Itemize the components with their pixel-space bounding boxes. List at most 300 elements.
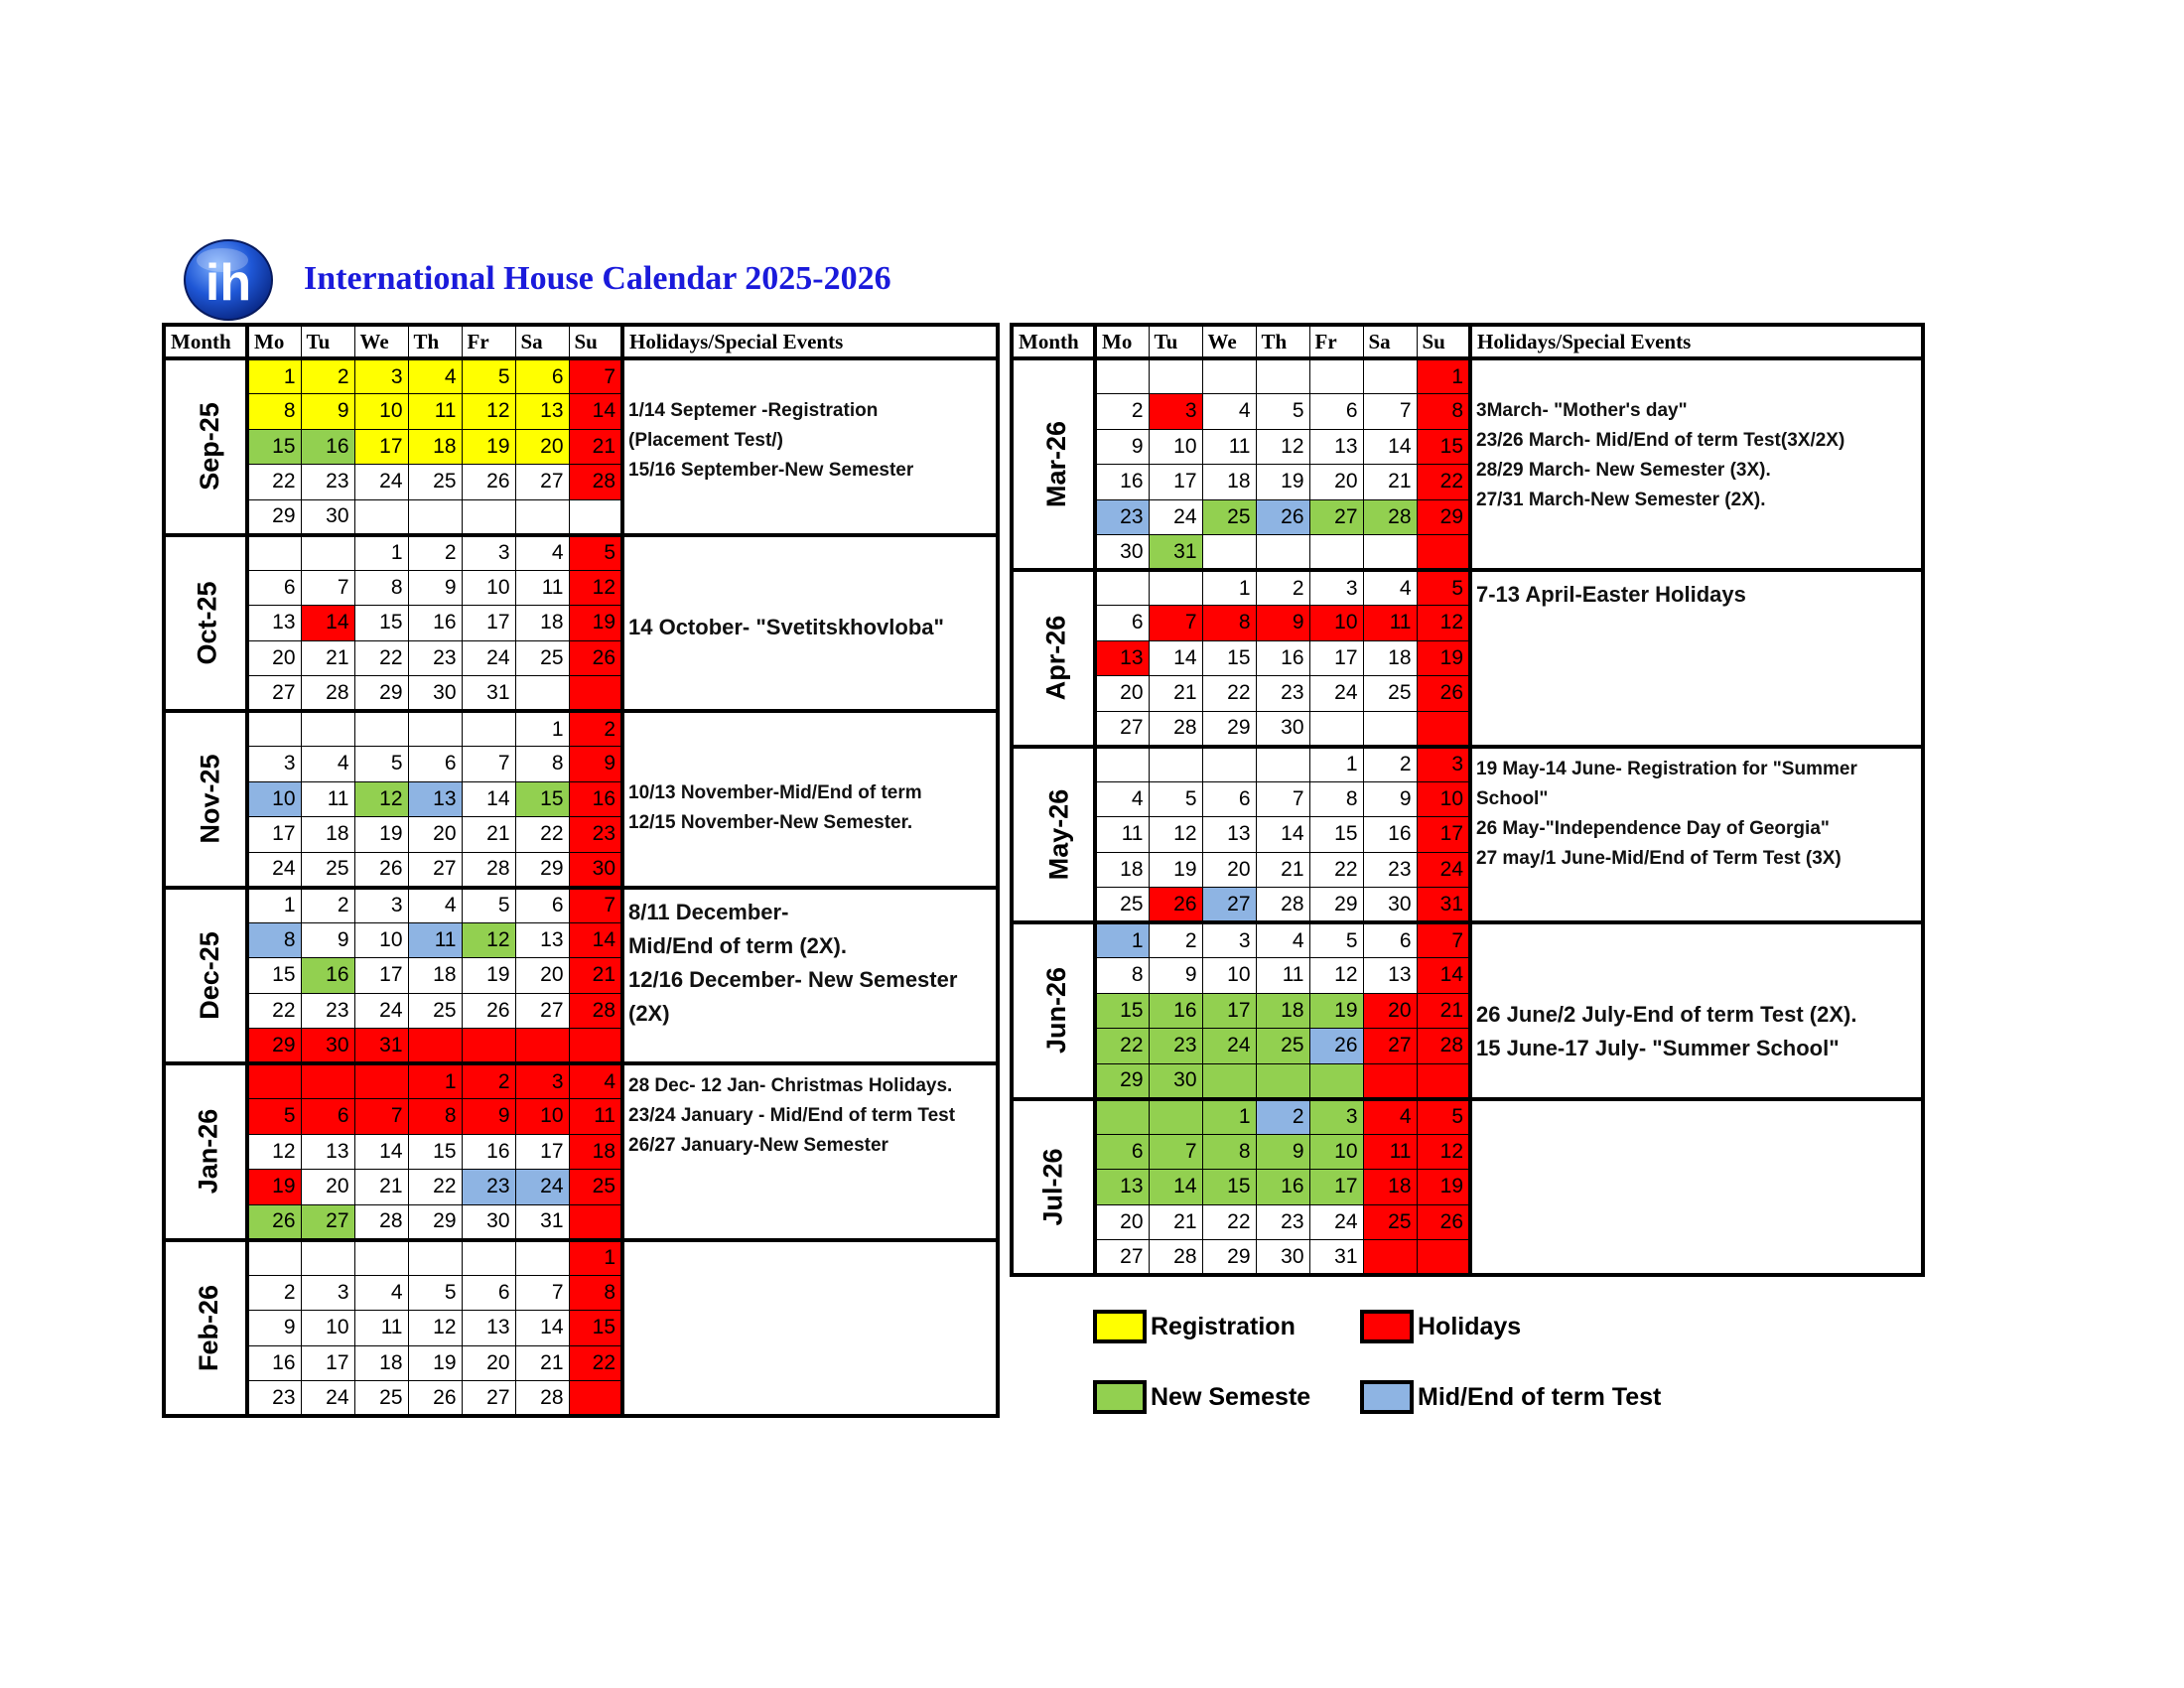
day-cell-th: 9 [1256,1134,1309,1170]
day-cell-su: 21 [569,958,622,994]
day-cell-mo: 15 [247,958,301,994]
month-name: Jul-26 [1037,1148,1068,1226]
event-line [628,719,992,749]
day-cell-tu: 24 [1149,499,1202,535]
day-cell-fr: 12 [462,922,515,958]
week-row [164,1063,998,1099]
svg-text:ih: ih [205,254,252,312]
day-cell-su: 23 [569,817,622,853]
column-header: Holidays/Special Events [622,325,998,358]
column-header: Holidays/Special Events [1470,325,1923,358]
day-cell-sa: 7 [1363,394,1417,430]
day-cell-we: 29 [1202,1240,1256,1276]
day-cell-fr [462,1029,515,1064]
column-header: We [354,325,408,358]
column-header: Sa [515,325,569,358]
day-cell-th: 6 [408,747,462,782]
day-cell-tu: 10 [1149,429,1202,465]
day-cell-fr: 22 [1309,852,1363,888]
day-cell-fr: 31 [1309,1240,1363,1276]
day-cell-sa [1363,358,1417,394]
day-cell-mo: 20 [247,640,301,676]
day-cell-tu: 23 [301,465,354,500]
day-cell-tu: 7 [301,570,354,606]
day-cell-fr: 19 [462,958,515,994]
day-cell-th: 16 [1256,1170,1309,1205]
day-cell-sa: 20 [1363,993,1417,1029]
day-cell-su: 1 [569,1240,622,1276]
day-cell-tu: 10 [301,1311,354,1346]
day-cell-fr: 26 [462,465,515,500]
event-line: 15/16 September-New Semester [628,460,914,481]
day-cell-tu: 23 [301,993,354,1029]
column-header: Su [1417,325,1470,358]
day-cell-tu: 28 [301,676,354,712]
day-cell-sa: 25 [1363,1204,1417,1240]
day-cell-mo: 30 [1095,535,1149,571]
day-cell-sa: 18 [1363,640,1417,676]
day-cell-th: 8 [408,1099,462,1135]
day-cell-su: 5 [1417,1099,1470,1135]
day-cell-th [1256,1063,1309,1099]
day-cell-mo: 27 [247,676,301,712]
day-cell-th: 19 [1256,465,1309,500]
day-cell-mo: 13 [1095,1170,1149,1205]
day-cell-th: 4 [408,358,462,394]
day-cell-th: 18 [408,958,462,994]
day-cell-mo: 2 [1095,394,1149,430]
day-cell-mo: 19 [247,1170,301,1205]
day-cell-we: 11 [354,1311,408,1346]
day-cell-sa [515,1240,569,1276]
day-cell-mo: 8 [247,394,301,430]
day-cell-fr: 20 [462,1345,515,1381]
day-cell-tu: 30 [301,499,354,535]
legend-new-semester [1093,1380,1310,1414]
day-cell-tu: 2 [1149,922,1202,958]
event-line [628,543,992,577]
column-header: Th [1256,325,1309,358]
day-cell-sa: 14 [1363,429,1417,465]
day-cell-mo: 25 [1095,888,1149,923]
day-cell-sa: 21 [1363,465,1417,500]
day-cell-sa: 6 [515,888,569,923]
day-cell-we [1202,747,1256,782]
day-cell-tu: 28 [1149,1240,1202,1276]
events-cell [622,1063,998,1240]
day-cell-we: 10 [354,922,408,958]
day-cell-mo: 1 [247,358,301,394]
day-cell-su: 12 [569,570,622,606]
day-cell-we: 10 [1202,958,1256,994]
month-label [164,1240,247,1417]
day-cell-sa: 25 [515,640,569,676]
day-cell-su [569,1029,622,1064]
day-cell-sa: 28 [1363,499,1417,535]
day-cell-th: 5 [408,1275,462,1311]
day-cell-we: 29 [1202,711,1256,747]
day-cell-sa: 9 [1363,781,1417,817]
day-cell-th: 23 [1256,676,1309,712]
day-cell-tu: 21 [1149,676,1202,712]
legend-test [1360,1380,1661,1414]
day-cell-mo [1095,570,1149,606]
month-label [1012,358,1095,570]
day-cell-mo: 4 [1095,781,1149,817]
column-header: Mo [1095,325,1149,358]
day-cell-su [1417,535,1470,571]
day-cell-fr: 26 [462,993,515,1029]
day-cell-su: 26 [1417,676,1470,712]
day-cell-su: 19 [1417,1170,1470,1205]
day-cell-mo: 9 [1095,429,1149,465]
day-cell-th: 23 [408,640,462,676]
column-header: Sa [1363,325,1417,358]
month-name: Apr-26 [1040,615,1071,701]
day-cell-th: 22 [408,1170,462,1205]
legend-registration [1093,1310,1296,1343]
event-line: (Placement Test/) [628,430,783,451]
day-cell-su: 21 [1417,993,1470,1029]
event-line: (2X) [628,1000,670,1026]
day-cell-fr: 19 [462,429,515,465]
day-cell-sa: 4 [1363,570,1417,606]
day-cell-we [354,499,408,535]
column-header: Tu [301,325,354,358]
day-cell-th: 30 [1256,711,1309,747]
day-cell-mo: 15 [1095,993,1149,1029]
day-cell-tu: 9 [301,394,354,430]
page-title: International House Calendar 2025-2026 [304,260,891,297]
day-cell-su: 31 [1417,888,1470,923]
legend-holidays [1360,1310,1521,1343]
day-cell-su: 14 [569,394,622,430]
day-cell-sa: 27 [1363,1029,1417,1064]
day-cell-mo: 13 [1095,640,1149,676]
day-cell-fr: 2 [462,1063,515,1099]
day-cell-th: 12 [408,1311,462,1346]
day-cell-sa: 29 [515,852,569,888]
day-cell-we: 21 [354,1170,408,1205]
day-cell-we: 4 [354,1275,408,1311]
day-cell-fr: 30 [462,1204,515,1240]
event-line: 12/16 December- New Semester [628,966,958,992]
day-cell-we: 4 [1202,394,1256,430]
day-cell-tu: 13 [301,1134,354,1170]
day-cell-we: 20 [1202,852,1256,888]
day-cell-we: 25 [354,1381,408,1417]
column-header: Month [1012,325,1095,358]
day-cell-tu: 7 [1149,1134,1202,1170]
day-cell-fr: 28 [462,852,515,888]
day-cell-we: 27 [1202,888,1256,923]
day-cell-tu: 18 [301,817,354,853]
day-cell-fr: 12 [1309,958,1363,994]
day-cell-mo: 16 [1095,465,1149,500]
day-cell-tu: 30 [301,1029,354,1064]
day-cell-we: 18 [1202,465,1256,500]
event-line: 28 Dec- 12 Jan- Christmas Holidays. [628,1075,953,1096]
month-label [164,358,247,535]
week-row [164,711,998,747]
month-name: Oct-25 [192,581,222,665]
day-cell-su: 9 [569,747,622,782]
day-cell-sa: 28 [515,1381,569,1417]
legend-label: Registration [1151,1312,1296,1340]
day-cell-mo: 6 [247,570,301,606]
day-cell-su [569,1381,622,1417]
day-cell-su: 19 [569,606,622,641]
day-cell-mo [247,1240,301,1276]
day-cell-su: 7 [569,358,622,394]
calendar-table-right [1010,323,1925,1277]
day-cell-mo [247,711,301,747]
day-cell-tu: 9 [1149,958,1202,994]
event-line: 10/13 November-Mid/End of term [628,782,922,803]
day-cell-fr: 9 [462,1099,515,1135]
day-cell-th: 5 [1256,394,1309,430]
column-header: Tu [1149,325,1202,358]
day-cell-tu: 9 [301,922,354,958]
day-cell-sa: 18 [1363,1170,1417,1205]
day-cell-we: 22 [1202,1204,1256,1240]
day-cell-sa [515,676,569,712]
day-cell-sa: 25 [1363,676,1417,712]
events-cell [1470,922,1923,1099]
day-cell-sa: 3 [515,1063,569,1099]
day-cell-sa: 11 [1363,1134,1417,1170]
day-cell-mo: 15 [247,429,301,465]
day-cell-we: 13 [1202,817,1256,853]
day-cell-fr: 7 [462,747,515,782]
day-cell-tu: 11 [301,781,354,817]
day-cell-tu: 23 [1149,1029,1202,1064]
day-cell-sa: 8 [515,747,569,782]
day-cell-sa: 15 [515,781,569,817]
day-cell-tu: 14 [1149,640,1202,676]
day-cell-th: 12 [1256,429,1309,465]
day-cell-sa: 30 [1363,888,1417,923]
day-cell-fr [1309,1063,1363,1099]
day-cell-mo: 24 [247,852,301,888]
day-cell-fr: 5 [1309,922,1363,958]
day-cell-mo: 2 [247,1275,301,1311]
day-cell-tu: 2 [301,358,354,394]
day-cell-su: 14 [569,922,622,958]
day-cell-we: 8 [354,570,408,606]
day-cell-th: 29 [408,1204,462,1240]
month-label [164,535,247,712]
column-header: Th [408,325,462,358]
event-line [1476,964,1917,998]
day-cell-su: 24 [1417,852,1470,888]
legend-label: New Semeste [1151,1382,1311,1411]
day-cell-we [354,711,408,747]
day-cell-fr: 10 [462,570,515,606]
day-cell-th: 30 [408,676,462,712]
day-cell-fr [462,499,515,535]
day-cell-we: 22 [1202,676,1256,712]
legend-swatch [1360,1310,1414,1343]
column-header: Su [569,325,622,358]
day-cell-tu [1149,1099,1202,1135]
day-cell-su: 3 [1417,747,1470,782]
day-cell-tu: 25 [301,852,354,888]
day-cell-su: 28 [1417,1029,1470,1064]
day-cell-sa: 6 [1363,922,1417,958]
event-line: School" [1476,787,1549,809]
day-cell-su: 15 [1417,429,1470,465]
day-cell-sa [1363,535,1417,571]
month-name: Feb-26 [194,1284,224,1371]
day-cell-fr: 29 [1309,888,1363,923]
day-cell-mo [247,1063,301,1099]
day-cell-we: 24 [354,993,408,1029]
day-cell-tu [301,1063,354,1099]
day-cell-we [354,1240,408,1276]
day-cell-tu: 16 [301,958,354,994]
day-cell-th: 26 [1256,499,1309,535]
day-cell-th: 11 [1256,958,1309,994]
header-row [164,325,998,358]
day-cell-fr: 12 [462,394,515,430]
day-cell-sa: 6 [515,358,569,394]
day-cell-mo: 27 [1095,1240,1149,1276]
day-cell-th: 16 [408,606,462,641]
day-cell-th: 30 [1256,1240,1309,1276]
day-cell-fr: 24 [462,640,515,676]
week-row [164,888,998,923]
day-cell-sa: 17 [515,1134,569,1170]
day-cell-mo: 18 [1095,852,1149,888]
event-line: 28/29 March- New Semester (3X). [1476,460,1771,481]
day-cell-mo: 20 [1095,676,1149,712]
day-cell-sa: 10 [515,1099,569,1135]
event-line: 27 may/1 June-Mid/End of Term Test (3X) [1476,847,1842,869]
day-cell-we [1202,1063,1256,1099]
day-cell-su: 7 [569,888,622,923]
day-cell-fr: 5 [462,888,515,923]
day-cell-su: 7 [1417,922,1470,958]
day-cell-mo: 6 [1095,606,1149,641]
day-cell-sa [1363,1063,1417,1099]
day-cell-sa: 20 [515,958,569,994]
day-cell-su [1417,1240,1470,1276]
day-cell-we: 1 [354,535,408,571]
day-cell-fr: 27 [462,1381,515,1417]
day-cell-we: 8 [1202,1134,1256,1170]
week-row [1012,1099,1923,1135]
week-row [164,1240,998,1276]
day-cell-sa: 20 [515,429,569,465]
event-line: 27/31 March-New Semester (2X). [1476,490,1766,510]
legend-swatch [1093,1380,1147,1414]
day-cell-tu: 24 [301,1381,354,1417]
day-cell-sa [1363,711,1417,747]
day-cell-tu: 4 [301,747,354,782]
event-line: 1/14 Septemer -Registration [628,400,879,421]
day-cell-we: 15 [354,606,408,641]
day-cell-we: 1 [1202,570,1256,606]
day-cell-th: 20 [408,817,462,853]
day-cell-tu [301,535,354,571]
day-cell-th: 25 [408,993,462,1029]
day-cell-th: 2 [1256,1099,1309,1135]
events-cell [1470,570,1923,747]
day-cell-tu: 16 [1149,993,1202,1029]
calendar-table-left [162,323,1000,1418]
day-cell-we: 8 [1202,606,1256,641]
day-cell-sa: 13 [1363,958,1417,994]
month-label [164,711,247,888]
day-cell-we: 29 [354,676,408,712]
events-cell [1470,747,1923,923]
day-cell-fr [1309,535,1363,571]
day-cell-su: 12 [1417,606,1470,641]
event-line: 7-13 April-Easter Holidays [1476,582,1746,607]
day-cell-th: 23 [1256,1204,1309,1240]
day-cell-th [408,711,462,747]
event-line: 23/24 January - Mid/End of term Test [628,1105,956,1126]
day-cell-mo: 22 [247,465,301,500]
day-cell-fr: 15 [1309,817,1363,853]
day-cell-we: 7 [354,1099,408,1135]
day-cell-fr: 17 [1309,640,1363,676]
day-cell-th: 11 [408,394,462,430]
day-cell-sa: 14 [515,1311,569,1346]
event-line: Mid/End of term (2X). [628,932,847,958]
month-name: Jan-26 [193,1108,223,1195]
day-cell-su: 26 [1417,1204,1470,1240]
day-cell-th: 9 [408,570,462,606]
day-cell-fr: 1 [1309,747,1363,782]
day-cell-th [1256,535,1309,571]
events-cell [622,358,998,535]
day-cell-th: 25 [408,465,462,500]
legend-swatch [1360,1380,1414,1414]
day-cell-fr: 31 [462,676,515,712]
day-cell-th [408,499,462,535]
day-cell-tu: 30 [1149,1063,1202,1099]
day-cell-su [1417,1063,1470,1099]
day-cell-su: 5 [1417,570,1470,606]
day-cell-we: 18 [354,1345,408,1381]
day-cell-su: 17 [1417,817,1470,853]
day-cell-fr: 14 [462,781,515,817]
day-cell-th: 2 [1256,570,1309,606]
day-cell-th: 15 [408,1134,462,1170]
week-row [1012,358,1923,394]
day-cell-mo: 12 [247,1134,301,1170]
day-cell-mo: 13 [247,606,301,641]
event-line [628,749,992,778]
day-cell-fr: 13 [462,1311,515,1346]
header-row [1012,325,1923,358]
day-cell-th: 2 [408,535,462,571]
day-cell-su: 30 [569,852,622,888]
day-cell-fr: 5 [462,358,515,394]
day-cell-tu: 17 [1149,465,1202,500]
month-label [1012,1099,1095,1276]
event-line: 26/27 January-New Semester [628,1135,888,1156]
day-cell-mo: 8 [1095,958,1149,994]
day-cell-su: 4 [569,1063,622,1099]
event-line: 15 June-17 July- "Summer School" [1476,1036,1840,1060]
day-cell-th: 25 [1256,1029,1309,1064]
day-cell-we: 12 [354,781,408,817]
day-cell-fr: 3 [462,535,515,571]
day-cell-fr: 8 [1309,781,1363,817]
